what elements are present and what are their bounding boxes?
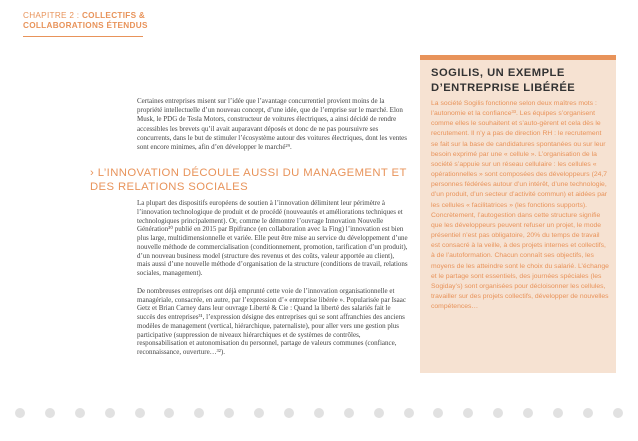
footer-dot: [314, 408, 324, 418]
footer-dot: [463, 408, 473, 418]
footer-dot: [553, 408, 563, 418]
footer-dot: [284, 408, 294, 418]
footer-dot: [45, 408, 55, 418]
body-paragraph-2: De nombreuses entreprises ont déjà emprunté cette voie de l’innovation organisationnelle et managériale, consacrée, en autre, par l’expression d’« entreprise libérée ». Popularisée par Isaac Getz et Brian Carney dans leur ouvrage Liberté & Cie : Quand la liberté des salariés fait le succès des entreprises³¹, l’expression désigne des entreprises qui se sont affranchies des anciens modèles de management (vertical, hiérarchique, paternaliste), pour aller vers une gestion plus participative (suppression de niveaux hiérarchiques et de systèmes de contrôles, responsabilisation et autonomisation du personnel, partage de valeurs communes (confiance, reconnaissance, ouverture…³²).: [137, 286, 406, 356]
sidebar-title: SOGILIS, UN EXEMPLE D’ENTREPRISE LIBÉRÉE: [431, 67, 576, 94]
footer-dot: [164, 408, 174, 418]
case-study-sidebar: [420, 55, 616, 373]
intro-paragraph: Certaines entreprises misent sur l’idée que l’avantage concurrentiel provient moins de la propriété intellectuelle d’un nouveau concept, d’une idée, que de l’emprise sur le marché. Elon Musk, le PDG de Tesla Motors, constructeur de voitures électriques, a ainsi décidé de rendre accessibles les brevets qu’il avait auparavant déposés et donc de ne pas poursuivre ses concurrents, dans le but de stimuler l’écosystème autour des voitures électriques, dont les ventes sont encore minimes, afin d’en développer le marché²⁹.: [137, 97, 408, 152]
footer-dot: [344, 408, 354, 418]
page-dots-footer: [0, 406, 638, 420]
chapter-divider: [23, 36, 143, 37]
footer-dot: [224, 408, 234, 418]
section-body: [137, 199, 409, 366]
footer-dot: [433, 408, 443, 418]
chapter-title-line2: COLLABORATIONS ÉTENDUS: [23, 21, 148, 30]
footer-dot: [75, 408, 85, 418]
footer-dot: [105, 408, 115, 418]
chapter-prefix: CHAPITRE 2 :: [23, 11, 82, 20]
footer-dot: [523, 408, 533, 418]
sidebar-body: [431, 99, 609, 312]
footer-dot: [613, 408, 623, 418]
body-paragraph-1: La plupart des dispositifs européens de soutien à l’innovation délimitent leur périmètre à l’innovation technologique de produit et de procédé (nouveautés et améliorations techniques et technologiques principalement). Or, comme le démontre l’ouvrage Innovation Nouvelle Génération³⁰ publié en 2015 par Bpifrance (en collaboration avec la Fing) l’innovation est bien plus large, multidimensionnelle et variée. Elle peut être mise au service du développement d’une nouvelle méthode de commercialisation (conditionnement, promotion, tarification d’un produit), d’un nouveau business model (structure des revenus et des coûts, valeur apportée au client), mais aussi d’une nouvelle méthode d’organisation de la structure (conditions de travail, relations sociales, management).: [137, 199, 408, 277]
footer-dot: [194, 408, 204, 418]
chapter-title-line1: COLLECTIFS &: [81, 11, 146, 20]
section-heading: › L’INNOVATION DÉCOULE AUSSI DU MANAGEMENT ET DES RELATIONS SOCIALES: [90, 167, 407, 193]
footer-dot: [404, 408, 414, 418]
footer-dot: [15, 408, 25, 418]
chapter-header: [23, 11, 223, 31]
intro-paragraph-block: [137, 97, 409, 152]
footer-dot: [135, 408, 145, 418]
sidebar-paragraph: La société Sogilis fonctionne selon deux maîtres mots : l’autonomie et la confiance³³. Les équipes s’organisent comme elles le souhaitent et s’auto-gèrent et cela dès le recrutement. Il n’y a pas de direction RH : le recrutement se fait sur la base de candidatures spontanées ou sur leur besoin exprimé par une « cellule ». L’organisation de la société s’appuie sur un réseau cellulaire : les cellules « opérationnelles » sont composées des développeurs (24,7 personnes fédérées autour d’un intérêt, d’une technologie, d’un produit, d’un secteur d’activité commun) et aidées par les cellules « facilitatrices » (les fonctions supports). Concrètement, l’autogestion dans cette structure signifie que les développeurs peuvent refuser un projet, le mode présentiel n’est pas obligatoire, 20% du temps de travail est consacré à la veille, à des projets internes et collectifs, à de l’autoformation. Chacun connaît ses objectifs, les moyens de les atteindre sont le choix du salarié. L’échange et le partage sont essentiels, des journées spéciales (les Sogiday’s) sont organisées pour décloisonner les cellules, travailler sur des projets collectifs, développer de nouvelles compétences…: [431, 100, 609, 311]
footer-dot: [374, 408, 384, 418]
footer-dot: [583, 408, 593, 418]
footer-dot: [493, 408, 503, 418]
footer-dot: [254, 408, 264, 418]
sidebar-accent-bar: [420, 55, 616, 60]
